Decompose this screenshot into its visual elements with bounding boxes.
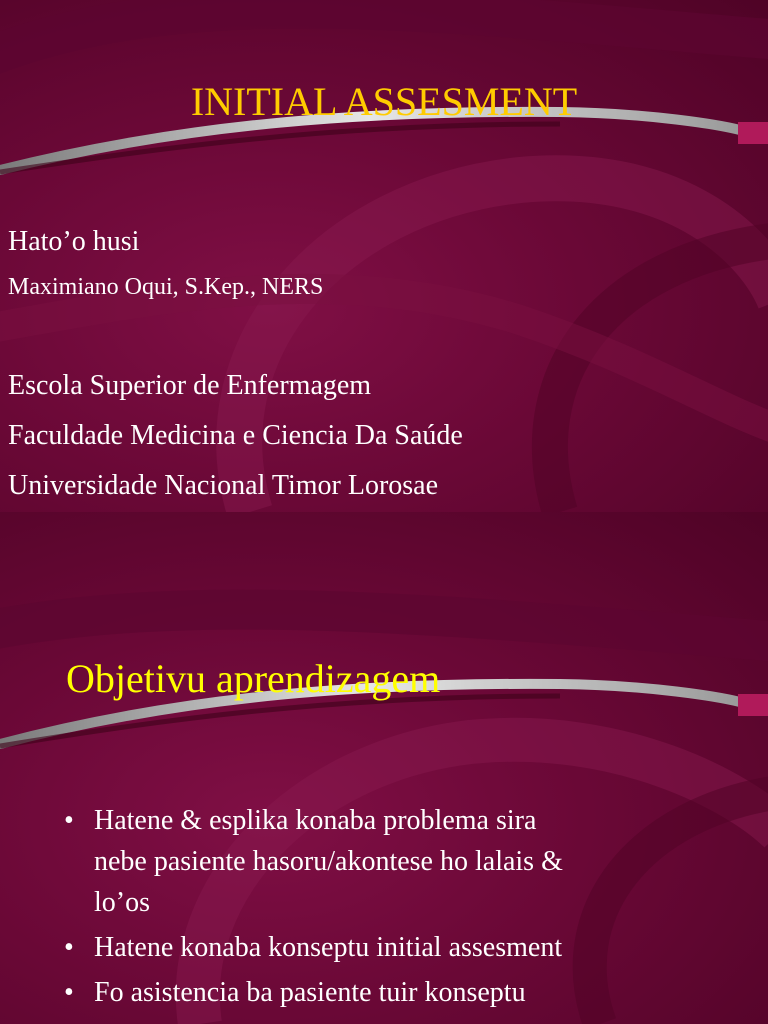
list-item: [62, 972, 742, 1013]
bullet-text: nebe pasiente hasoru/akontese ho lalais &: [94, 846, 563, 877]
faculty-name: Faculdade Medicina e Ciencia Da Saúde: [8, 420, 463, 451]
bullet-text: Hatene & esplika konaba problema sira: [94, 805, 537, 836]
by-label: Hato’o husi: [8, 226, 140, 257]
list-item: [62, 927, 742, 968]
objectives-list: [62, 800, 742, 1017]
author-name: Maximiano Oqui, S.Kep., NERS: [8, 274, 324, 300]
school-name: Escola Superior de Enfermagem: [8, 370, 372, 401]
slide-2: [0, 512, 768, 1024]
bullet-icon: •: [64, 805, 74, 836]
bullet-text: Fo asistencia ba pasiente tuir konseptu: [94, 977, 526, 1008]
list-item: [62, 800, 742, 923]
bullet-text: Hatene konaba konseptu initial assesment: [94, 932, 563, 963]
bullet-text: lo’os: [94, 887, 150, 918]
bullet-icon: •: [64, 932, 74, 963]
slide-title: INITIAL ASSESMENT: [190, 79, 578, 124]
university-name: Universidade Nacional Timor Lorosae: [8, 470, 439, 501]
bullet-icon: •: [64, 977, 74, 1008]
slide-title: Objetivu aprendizagem: [66, 656, 441, 701]
